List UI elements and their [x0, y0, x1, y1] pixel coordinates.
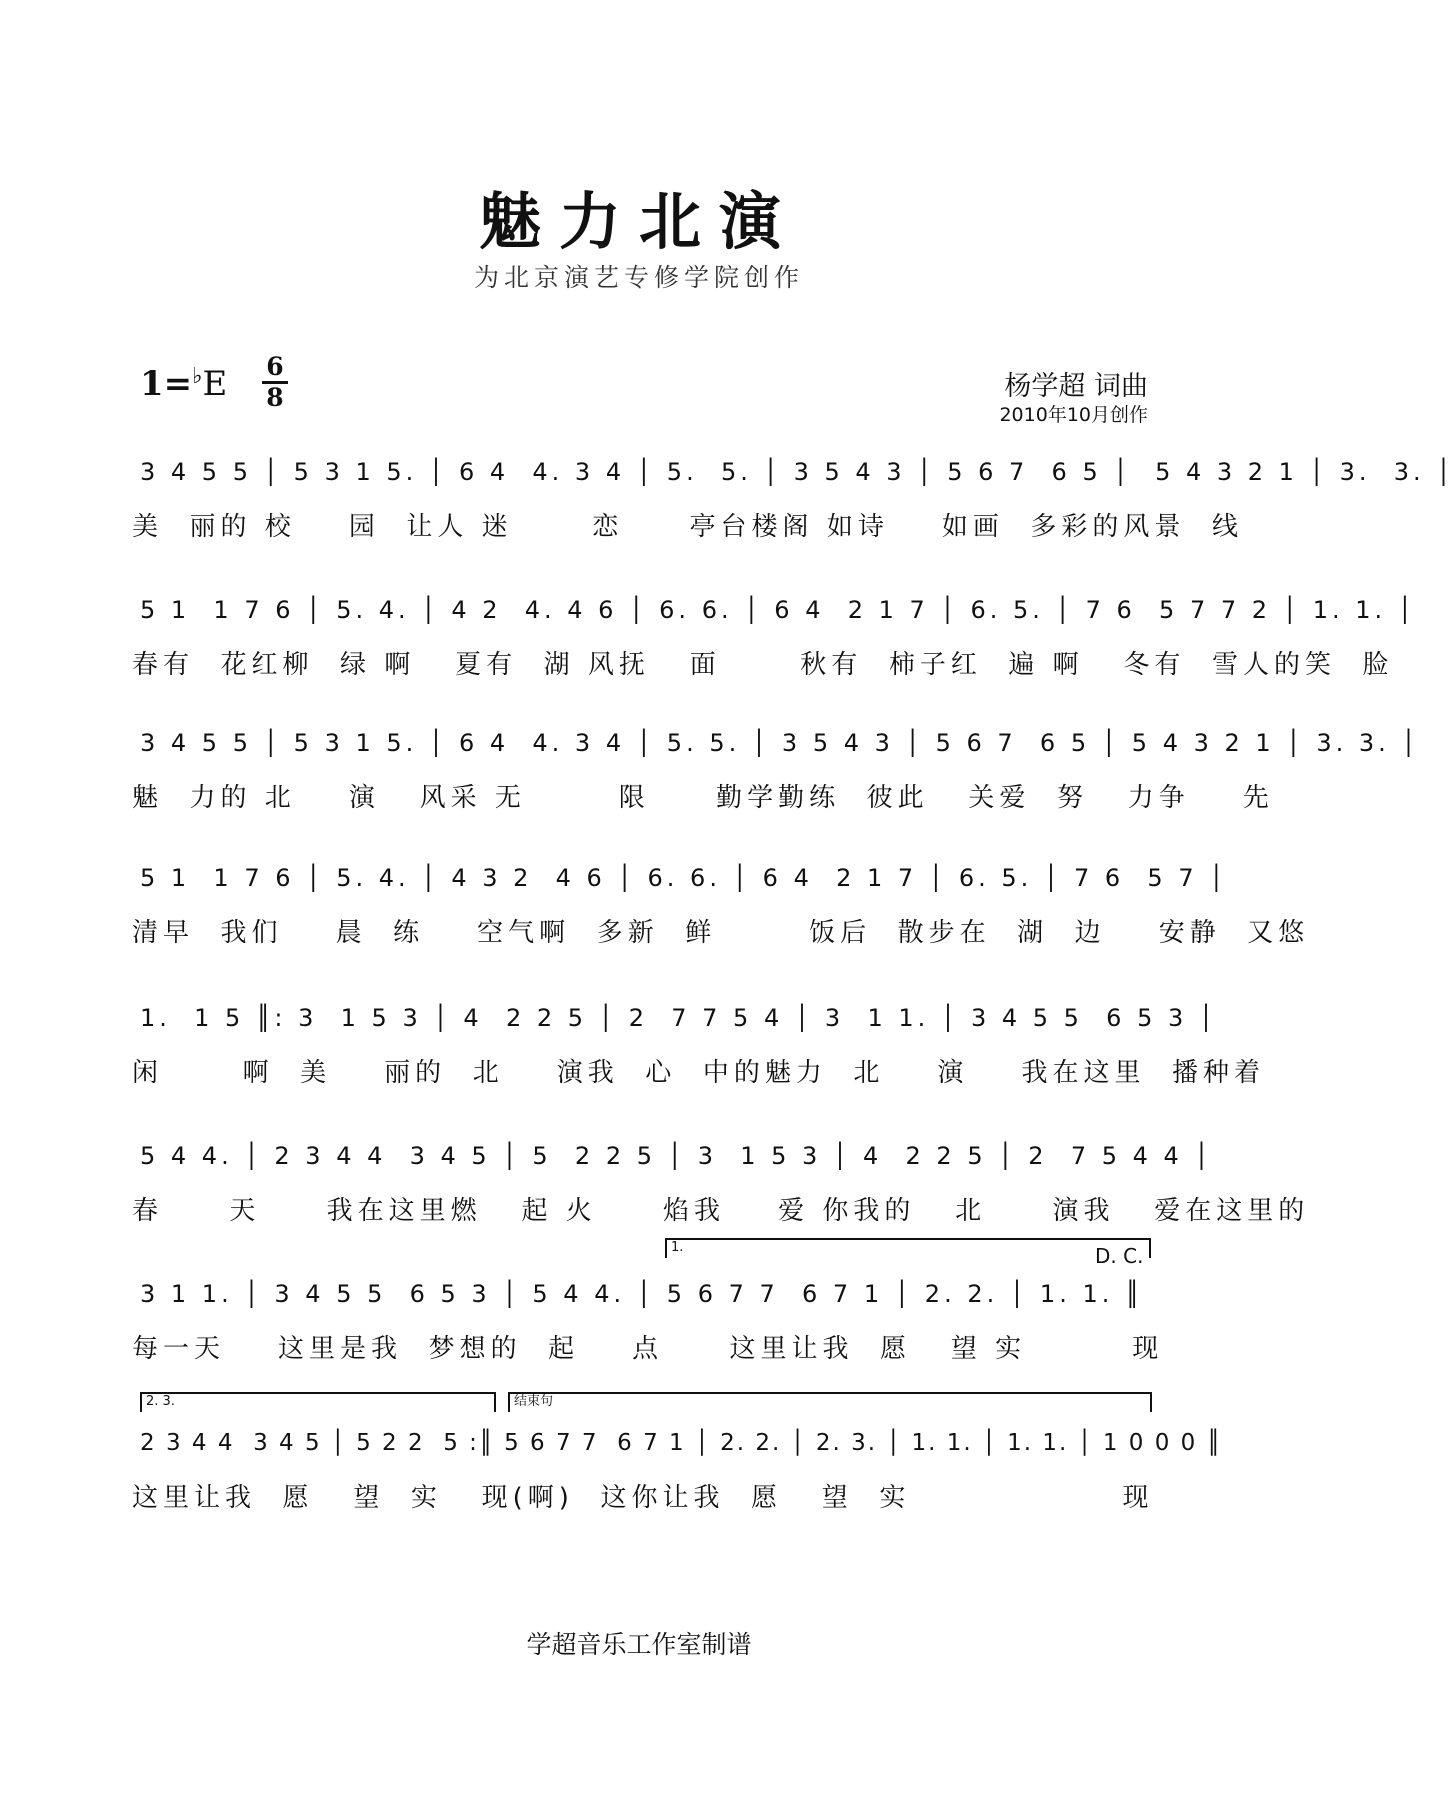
flat-symbol: ♭ [192, 364, 203, 389]
lyrics-row-8: 这里让我 愿 望 实 现(啊) 这你让我 愿 望 实 现 [132, 1483, 1154, 1513]
time-signature-bottom: 8 [266, 383, 284, 412]
lyrics-row-1: 美 丽的 校 园 让人 迷 恋 亭台楼阁 如诗 如画 多彩的风景 线 [132, 512, 1243, 542]
score-row-3 [132, 725, 1420, 825]
score-row-7 [132, 1276, 1164, 1376]
score-row-8 [132, 1425, 1223, 1525]
score-row-5 [132, 1000, 1265, 1100]
notes-row-4: 5 1 1 7 6 │ 5. 4. │ 4 3 2 4 6 │ 6. 6. │ 6 4 2 1 7 │ 6. 5. │ 7 6 5 7 │ [140, 864, 1228, 892]
notes-row-3: 3 4 5 5 │ 5 3 1 5. │ 6 4 4. 3 4 │ 5. 5. │ 3 5 4 3 │ 5 6 7 6 5 │ 5 4 3 2 1 │ 3. 3. │ [140, 729, 1420, 757]
score-row-4 [132, 860, 1310, 960]
coda-bracket [508, 1392, 1152, 1412]
notes-row-5: 1. 1 5 ║: 3 1 5 3 │ 4 2 2 5 │ 2 7 7 5 4 │ 3 1 1. │ 3 4 5 5 6 5 3 │ [140, 1004, 1218, 1032]
publisher-credit: 学超音乐工作室制谱 [526, 1630, 752, 1659]
notes-row-8: 2 3 4 4 3 4 5 │ 5 2 2 5 :║ 5 6 7 7 6 7 1 │ 2. 2. │ 2. 3. │ 1. 1. │ 1. 1. │ 1 0 0 0 ║ [140, 1430, 1223, 1456]
lyrics-row-5: 闲 啊 美 丽的 北 演我 心 中的魅力 北 演 我在这里 播种着 [132, 1058, 1265, 1088]
coda-label: 结束句 [514, 1394, 554, 1409]
notes-row-1: 3 4 5 5 │ 5 3 1 5. │ 6 4 4. 3 4 │ 5. 5. │ 3 5 4 3 │ 5 6 7 6 5 │ 5 4 3 2 1 │ 3. 3. │ [140, 458, 1455, 486]
second-ending-bracket [140, 1392, 496, 1412]
composer-credit: 杨学超 词曲 [1004, 371, 1148, 402]
da-capo-mark: D. C. [1095, 1244, 1144, 1268]
key-prefix: 1= [140, 364, 193, 404]
key-signature [140, 364, 227, 404]
notes-row-7: 3 1 1. │ 3 4 5 5 6 5 3 │ 5 4 4. │ 5 6 7 7 6 7 1 │ 2. 2. │ 1. 1. ║ [140, 1280, 1144, 1308]
song-title: 魅力北演 [478, 185, 799, 258]
notes-row-6: 5 4 4. │ 2 3 4 4 3 4 5 │ 5 2 2 5 │ 3 1 5 3 │ 4 2 2 5 │ 2 7 5 4 4 │ [140, 1142, 1213, 1170]
lyrics-row-3: 魅 力的 北 演 风采 无 限 勤学勤练 彼此 关爱 努 力争 先 [132, 783, 1274, 813]
first-ending-bracket [665, 1238, 1151, 1258]
score-row-2 [132, 592, 1417, 692]
score-row-1 [132, 454, 1455, 554]
lyrics-row-4: 清早 我们 晨 练 空气啊 多新 鲜 饭后 散步在 湖 边 安静 又悠 [132, 918, 1310, 948]
notes-row-2: 5 1 1 7 6 │ 5. 4. │ 4 2 4. 4 6 │ 6. 6. │ 6 4 2 1 7 │ 6. 5. │ 7 6 5 7 7 2 │ 1. 1. │ [140, 596, 1417, 624]
song-subtitle: 为北京演艺专修学院创作 [473, 263, 804, 292]
second-ending-label: 2. 3. [146, 1394, 175, 1409]
lyrics-row-6: 春 天 我在这里燃 起 火 焰我 爱 你我的 北 演我 爱在这里的 [132, 1196, 1310, 1226]
key-letter: E [202, 364, 228, 404]
first-ending-label: 1. [671, 1240, 684, 1255]
time-signature-top: 6 [266, 352, 284, 381]
score-row-6 [132, 1138, 1310, 1238]
lyrics-row-2: 春有 花红柳 绿 啊 夏有 湖 风抚 面 秋有 柿子红 遍 啊 冬有 雪人的笑 脸 [132, 650, 1394, 680]
time-signature [262, 354, 288, 411]
lyrics-row-7: 每一天 这里是我 梦想的 起 点 这里让我 愿 望 实 现 [132, 1334, 1164, 1364]
creation-date: 2010年10月创作 [999, 404, 1148, 426]
